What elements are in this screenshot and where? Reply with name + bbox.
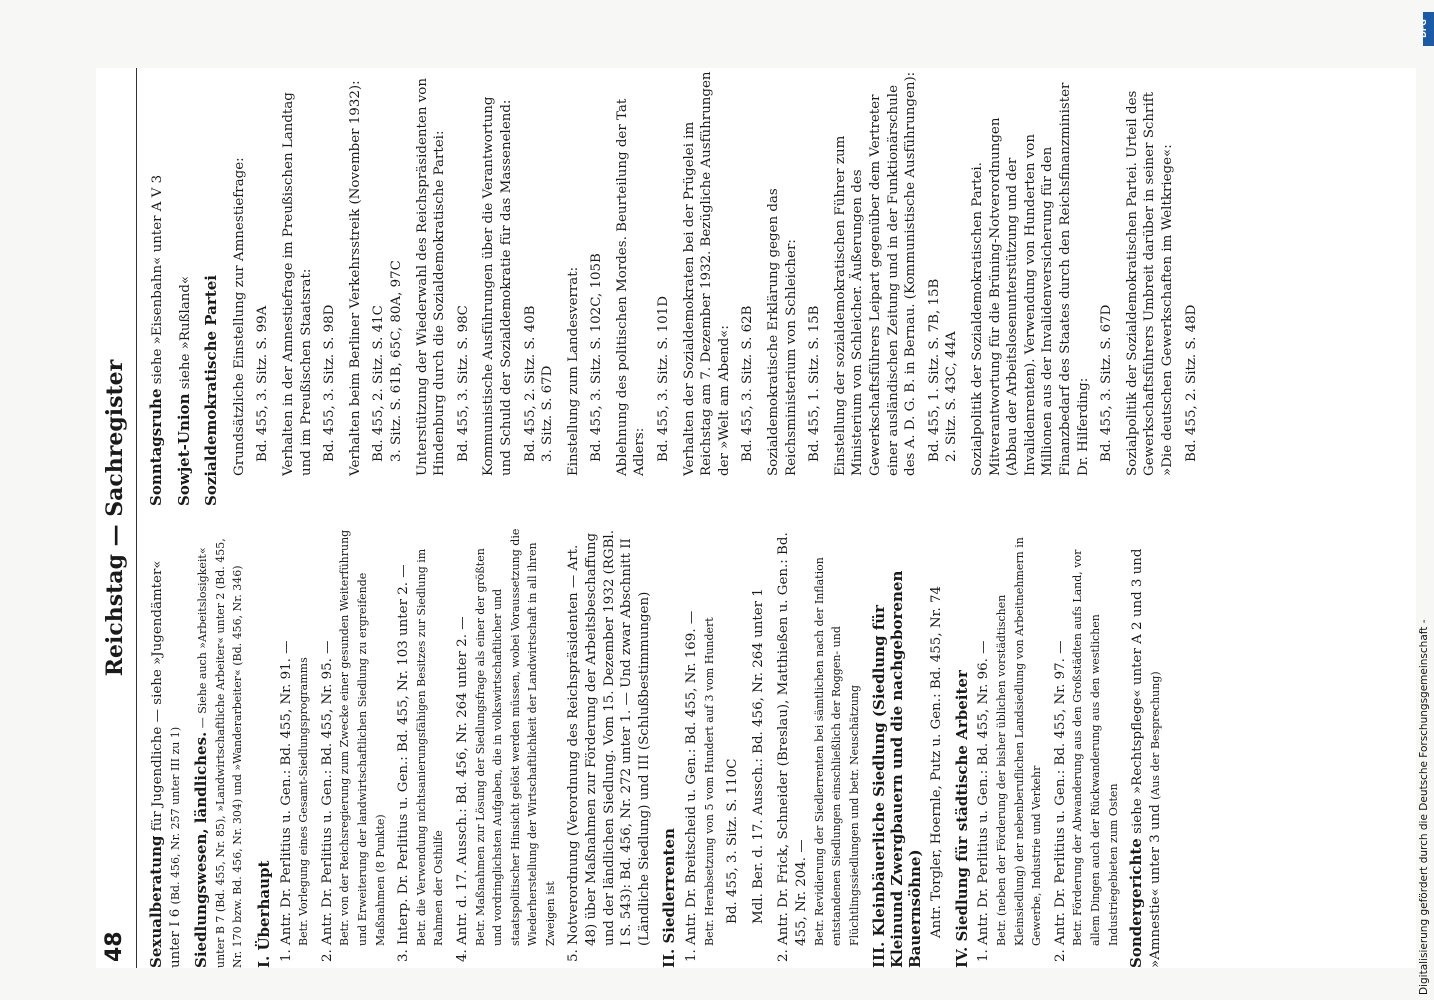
dfg-logo (1418, 12, 1434, 46)
subentry-text: Ablehnung des politischen Mordes. Beurteilung der Tat Adlers: (614, 98, 648, 476)
item-text: Interp. Dr. Perlitius u. Gen.: Bd. 455, Nr. 103 unter 2. — (396, 564, 412, 945)
item-number: 2. (776, 949, 792, 962)
reference-line: 3. Sitz. S. 67D (540, 365, 556, 462)
subentry (565, 68, 583, 506)
section-heading: I. Überhaupt (254, 860, 273, 968)
page-number: 48 (102, 931, 127, 962)
list-item (454, 528, 560, 968)
subentry (480, 68, 515, 506)
entry-sondergerichte (1128, 528, 1164, 968)
section-heading: III. Kleinbäuerliche Siedlung (Siedlung für Kleinund Zwergbauern und die nachgeborenen Bauernsöhne) (870, 570, 924, 968)
entry-note: (Bd. 456, Nr. 257 unter III zu 1) (168, 726, 182, 905)
reference-line: 2. Sitz. S. 43C, 44A (944, 331, 960, 462)
reference-line: Bd. 455, 2. Sitz. S. 40B (522, 305, 538, 462)
subentry (681, 68, 734, 506)
subentry (347, 68, 365, 506)
item-number: 1. (278, 949, 294, 962)
list-item (319, 528, 389, 968)
entry-text: siehe »Rußland« (177, 275, 193, 394)
reference: Bd. 455, 3. Sitz. S. 98D (322, 304, 338, 462)
item-subject: Betr. Revidierung der Siedlerrenten bei sämtlichen nach der Inflation entstandenen Siedlungen einschließlich der Roggen- und Flüchtlingssiedlungen und betr. Neuschätzung (812, 557, 861, 946)
entry-text: siehe »Eisenbahn« unter A V 3 (150, 174, 165, 389)
reference: Bd. 455, 2. Sitz. S. 48D (1183, 304, 1199, 462)
item-number: 2. (319, 949, 335, 962)
reference-line: Bd. 455, 1. Sitz. S. 7B, 15B (926, 278, 942, 462)
subentry (832, 68, 920, 506)
reference: Bd. 455, 3. Sitz. S. 102C, 105B (589, 253, 605, 462)
list-item (395, 528, 448, 968)
keyword: Sozialdemokratische Partei (202, 275, 221, 506)
item-text: Notverordnung (Verordnung des Reichspräsidenten — Art. 48) über Maßnahmen zur Förderung der Arbeitsbeschaffung und der ländlichen Siedlung. Vom 15. Dezember 1932 (RGBl. I S. 543): Bd. 456, Nr. 272 unter 1. — Und zwar Abschnitt II (Ländliche Siedlung) und III (Schlußbestimmungen) (566, 530, 652, 946)
item-subject: Betr. (neben der Förderung der bisher üblichen vorstädtischen Kleinsiedlung) der nebenberuflichen Landsiedlung von Arbeitnehmern in Gewerbe, Industrie und Verkehr (994, 537, 1044, 946)
reference: Bd. 455, 3. Sitz. S. 62B (740, 305, 756, 462)
right-column (148, 68, 1208, 506)
entry-spd (203, 68, 222, 506)
subentry-text: Einstellung zum Landesverrat: (565, 266, 581, 476)
reference: Bd. 455, 3. Sitz. S. 101D (656, 296, 672, 462)
subentry (280, 68, 315, 506)
entry-siedlungswesen (193, 528, 247, 968)
subentry-text: Verhalten der Sozialdemokraten bei der Prügelei im Reichstag am 7. Dezember 1932. Bezügliche Ausführungen der »Welt am Abend«: (681, 71, 732, 476)
logo-text: DFG (1418, 19, 1428, 38)
list-item (278, 528, 313, 968)
item-text: Antr. d. 17. Aussch.: Bd. 456, Nr. 264 unter 2. — (454, 616, 470, 945)
digitization-note: Digitalisierung gefördert durch die Deutsche Forschungsgemeinschaft - (1418, 619, 1430, 995)
keyword: Siedlungswesen, ländliches. (192, 731, 211, 968)
item-subject: Betr. Maßnahmen zur Lösung der Siedlungsfrage als einer der größten und vordringlichsten Aufgaben, die in volkswirtschaftlicher und staatspolitischer Hinsicht gelöst werden müssen, wobei Voraussetzung die Wiederherstellung der Wirtschaftlichkeit der Landwirtschaft in all ihren Zweigen ist (473, 528, 557, 946)
item-text: Antr. Dr. Frick, Schneider (Breslau), Matthießen u. Gen.: Bd. 455, Nr. 204. — (776, 532, 809, 946)
item-subject: Betr. die Verwendung nichtsanierungsfähigen Besitzes zur Siedlung im Rahmen der Osthilfe (414, 548, 446, 946)
item-subject: Betr. Förderung der Abwanderung aus den Großstädten aufs Land, vor allem Dingen auch der Rückwanderung aus den westlichen Industriegebieten zum Osten (1071, 549, 1120, 946)
reference-line: 3. Sitz. S. 61B, 65C, 80A, 97C (388, 260, 404, 462)
reference (370, 68, 405, 506)
entry-text: — Siehe auch »Arbeitslosigkeit« unter B 7 (Bd. 455, Nr. 85), »Landwirtschaftliche Arbeiter« unter 2 (Bd. 455, Nr. 170 bzw. Bd. 456, Nr. 304) und »Wanderarbeiter« (Bd. 456, Nr. 346) (196, 538, 245, 968)
item-text: Antr. Dr. Perlitius u. Gen.: Bd. 455, Nr. 97. — (1052, 640, 1068, 945)
list-item (775, 528, 863, 968)
list-item (1052, 528, 1122, 968)
entry-sowjet-union (176, 68, 195, 506)
keyword: Sonntagsruhe (147, 388, 165, 506)
reference: Bd. 455, 3. Sitz. S. 99A (255, 305, 271, 462)
item-text: Antr. Dr. Perlitius u. Gen.: Bd. 455, Nr. 91. — (278, 640, 294, 945)
subentry (414, 68, 449, 506)
reference: Bd. 455, 1. Sitz. S. 15B (807, 305, 823, 462)
item-text: Antr. Dr. Perlitius u. Gen.: Bd. 455, Nr. 95. — (319, 640, 335, 945)
item-text: Antr. Dr. Breitscheid u. Gen.: Bd. 455, Nr. 169. — (684, 610, 700, 945)
item-number: 5. (566, 949, 582, 962)
reference: Mdl. Ber. d. 17. Aussch.: Bd. 456, Nr. 264 unter 1 (750, 588, 766, 924)
subentry (614, 68, 649, 506)
subentry-text: Kommunistische Ausführungen über die Verantwortung und Schuld der Sozialdemokratie für das Massenelend: (481, 96, 514, 476)
item-text: Antr. Torgler, Hoernle, Putz u. Gen.: Bd. 455, Nr. 74 (929, 585, 945, 938)
header-rule (136, 68, 137, 968)
item-subject: Betr. von der Reichsregierung zum Zwecke einer gesunden Weiterführung und Erweiterung der landwirtschaftlichen Siedlung zu ergreifende Maßnahmen (8 Punkte) (338, 529, 387, 946)
reference-line: Bd. 455, 2. Sitz. S. 41C (371, 305, 387, 462)
subentry-text: Unterstützung der Wiederwahl des Reichspräsidenten von Hindenburg durch die Sozialdemokratische Partei: (414, 78, 448, 476)
running-head: Reichstag — Sachregister (102, 359, 128, 677)
list-item (683, 528, 718, 968)
reference: Bd. 455, 3. Sitz. S. 98C (455, 305, 471, 462)
item-number: 3. (396, 949, 412, 962)
reference (522, 68, 557, 506)
subentry-text: Sozialpolitik der Sozialdemokratischen Partei. Urteil des Gewerkschaftsführers Umbreit darüber in seiner Schrift »Die deutschen Gewerkschaften im Weltkriege«: (1124, 90, 1175, 476)
subentry-text: Verhalten in der Amnestiefrage im Preußischen Landtag und im Preußischen Staatsrat: (280, 92, 314, 476)
keyword: Sondergerichte (1127, 838, 1146, 968)
subentry (1124, 68, 1177, 506)
item-number: 4. (454, 949, 470, 962)
reference: Bd. 455, 3. Sitz. S. 67D (1099, 304, 1115, 462)
left-column (148, 528, 1173, 968)
subentry (231, 68, 249, 506)
item-number: 2. (1052, 949, 1068, 962)
subentry-text: Verhalten beim Berliner Verkehrsstreik (November 1932): (347, 80, 363, 476)
subentry-text: Grundsätzliche Einstellung zur Amnestiefrage: (231, 157, 247, 476)
subentry-text: Sozialpolitik der Sozialdemokratischen Partei. Mitverantwortung für die Brüning-Notverordnungen (Abbau der Arbeitslosenunterstützung und der Invalidenrenten). Verwendung von Hunderten von Millionen aus der Invalidenversicherung für den Finanzbedarf des Staates durch den Reichsfinanzminister Dr. Hilferding: (969, 82, 1091, 476)
item-text: Antr. Dr. Perlitius u. Gen.: Bd. 455, Nr. 96. — (976, 640, 992, 945)
list-item (565, 528, 653, 968)
entry-sexualberatung (148, 528, 184, 968)
subentry-text: Einstellung der sozialdemokratischen Führer zum Ministerium von Schleicher. Äußerungen des Gewerkschaftsführers Leipart gegenüber dem Vertreter einer ausländischen Zeitung und in der Funktionärschule des A. D. G. B. in Bernau. (Kommunistische Ausführungen): (832, 71, 919, 476)
rotated-page (96, 68, 1416, 968)
item-number: 1. (684, 949, 700, 962)
section-heading: II. Siedlerrenten (660, 828, 679, 968)
subentry (765, 68, 800, 506)
item-number: 1. (976, 949, 992, 962)
item-subject: Betr. Herabsetzung von 5 vom Hundert auf 3 vom Hundert (702, 617, 716, 946)
keyword: Sowjet-Union (174, 393, 193, 506)
reference: Bd. 455, 3. Sitz. S. 110C (725, 758, 741, 924)
subentry (969, 68, 1092, 506)
keyword: Sexualberatung (147, 835, 165, 968)
reference (926, 68, 961, 506)
entry-sonntagsruhe (148, 68, 167, 506)
entry-text: siehe »Rechtspflege« unter A 2 und 3 und »Amnestie« unter 3 und (1130, 548, 1163, 968)
section-heading: IV. Siedlung für städtische Arbeiter (952, 670, 971, 968)
list-item (975, 528, 1045, 968)
entry-text: für Jugendliche — siehe »Jugendämter« unter I 6 (150, 560, 183, 968)
entry-note: (Aus der Besprechung) (1148, 671, 1162, 800)
subentry-text: Sozialdemokratische Erklärung gegen das Reichsministerium von Schleicher: (766, 188, 799, 476)
item-subject: Betr. Vorlegung eines Gesamt-Siedlungsprogramms (297, 657, 311, 946)
